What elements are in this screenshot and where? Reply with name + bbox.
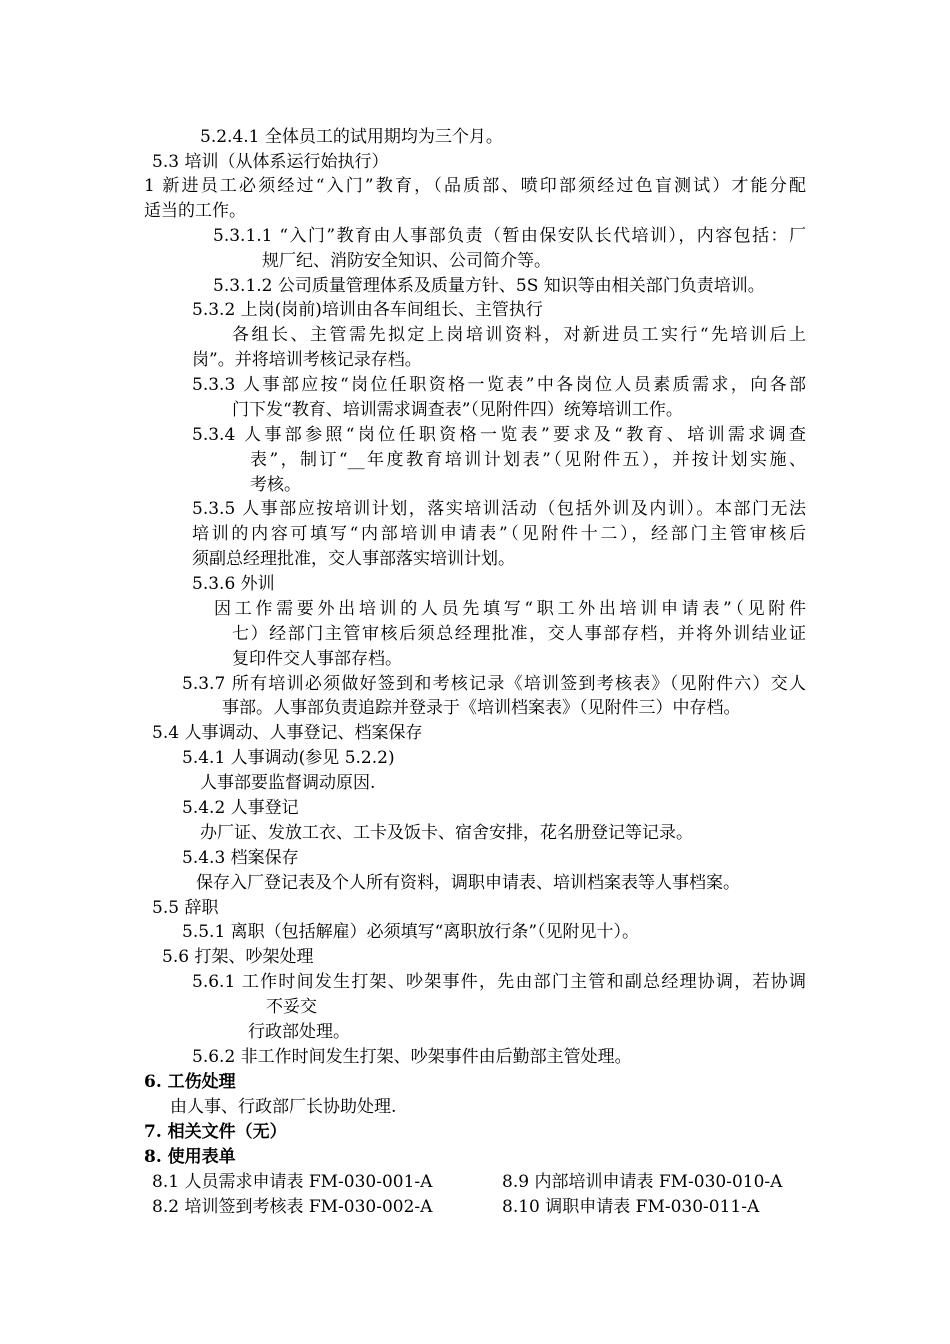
clause-5-6-1: 5.6.1 工作时间发生打架、吵架事件，先由部门主管和副总经理协调，若协调 — [192, 972, 806, 992]
paragraph-line: 因工作需要外出培训的人员先填写“职工外出培训申请表”（见附件 — [214, 599, 806, 619]
paragraph-line: 适当的工作。 — [144, 201, 246, 221]
clause-5-4-1: 5.4.1 人事调动(参见 5.2.2) — [182, 748, 395, 768]
paragraph-line: 各组长、主管需先拟定上岗培训资料，对新进员工实行“先培训后上 — [232, 325, 806, 345]
paragraph-line: 事部。人事部负责追踪并登录于《培训档案表》（见附件三）中存档。 — [222, 698, 741, 718]
section-5-5-heading: 5.5 辞职 — [152, 898, 219, 918]
section-6-heading: 6. 工伤处理 — [144, 1072, 236, 1092]
form-item: 8.9 内部培训申请表 FM-030-010-A — [502, 1172, 783, 1192]
paragraph-line: 考核。 — [250, 475, 301, 495]
clause-5-2-4-1: 5.2.4.1 全体员工的试用期均为三个月。 — [200, 127, 503, 147]
clause-5-3-3: 5.3.3 人事部应按“岗位任职资格一览表”中各岗位人员素质需求，向各部 — [192, 375, 806, 395]
form-item: 8.1 人员需求申请表 FM-030-001-A — [152, 1172, 433, 1192]
clause-5-4-2: 5.4.2 人事登记 — [182, 798, 299, 818]
paragraph-line: 表”，制订“__年度教育培训计划表”（见附件五），并按计划实施、 — [250, 450, 806, 470]
paragraph-line: 培训的内容可填写“内部培训申请表”（见附件十二），经部门主管审核后 — [192, 524, 806, 544]
paragraph-line: 不妥交 — [266, 997, 317, 1017]
section-5-6-heading: 5.6 打架、吵架处理 — [162, 947, 314, 967]
paragraph-line: 1 新进员工必须经过“入门”教育，（品质部、喷印部须经过色盲测试）才能分配 — [144, 176, 806, 196]
section-5-4-heading: 5.4 人事调动、人事登记、档案保存 — [152, 723, 423, 743]
form-item: 8.2 培训签到考核表 FM-030-002-A — [152, 1197, 433, 1217]
form-item: 8.10 调职申请表 FM-030-011-A — [502, 1197, 760, 1217]
clause-5-3-7: 5.3.7 所有培训必须做好签到和考核记录《培训签到考核表》（见附件六）交人 — [182, 674, 806, 694]
clause-5-5-1: 5.5.1 离职（包括解雇）必须填写“离职放行条”（见附见十）。 — [182, 922, 640, 942]
clause-5-3-1-1: 5.3.1.1 “入门”教育由人事部负责（暂由保安队长代培训），内容包括：厂 — [213, 226, 806, 246]
paragraph-line: 规厂纪、消防安全知识、公司简介等。 — [262, 251, 551, 271]
paragraph-line: 人事部要监督调动原因. — [200, 773, 376, 793]
paragraph-line: 岗”。并将培训考核记录存档。 — [192, 350, 422, 370]
paragraph-line: 须副总经理批准，交人事部落实培训计划。 — [192, 549, 515, 569]
section-7-heading: 7. 相关文件（无） — [144, 1122, 287, 1142]
paragraph-line: 办厂证、发放工衣、工卡及饭卡、宿舍安排，花名册登记等记录。 — [200, 823, 693, 843]
clause-5-3-6: 5.3.6 外训 — [192, 574, 275, 594]
clause-5-3-1-2: 5.3.1.2 公司质量管理体系及质量方针、5S 知识等由相关部门负责培训。 — [213, 276, 765, 296]
clause-5-3-4: 5.3.4 人事部参照“岗位任职资格一览表”要求及“教育、培训需求调查 — [192, 425, 806, 445]
paragraph-line: 由人事、行政部厂长协助处理. — [170, 1097, 397, 1117]
paragraph-line: 七）经部门主管审核后须总经理批准，交人事部存档，并将外训结业证 — [232, 624, 806, 644]
clause-5-4-3: 5.4.3 档案保存 — [182, 848, 299, 868]
clause-5-3-2: 5.3.2 上岗(岗前)培训由各车间组长、主管执行 — [192, 300, 543, 320]
paragraph-line: 门下发“教育、培训需求调查表”（见附件四）统筹培训工作。 — [232, 400, 683, 420]
paragraph-line: 行政部处理。 — [248, 1022, 350, 1042]
section-8-heading: 8. 使用表单 — [144, 1147, 236, 1167]
clause-5-6-2: 5.6.2 非工作时间发生打架、吵架事件由后勤部主管处理。 — [192, 1047, 632, 1067]
paragraph-line: 保存入厂登记表及个人所有资料，调职申请表、培训档案表等人事档案。 — [196, 873, 740, 893]
paragraph-line: 复印件交人事部存档。 — [232, 649, 402, 669]
section-5-3-heading: 5.3 培训（从体系运行始执行） — [152, 152, 389, 172]
clause-5-3-5: 5.3.5 人事部应按培训计划，落实培训活动（包括外训及内训）。本部门无法 — [192, 499, 806, 519]
